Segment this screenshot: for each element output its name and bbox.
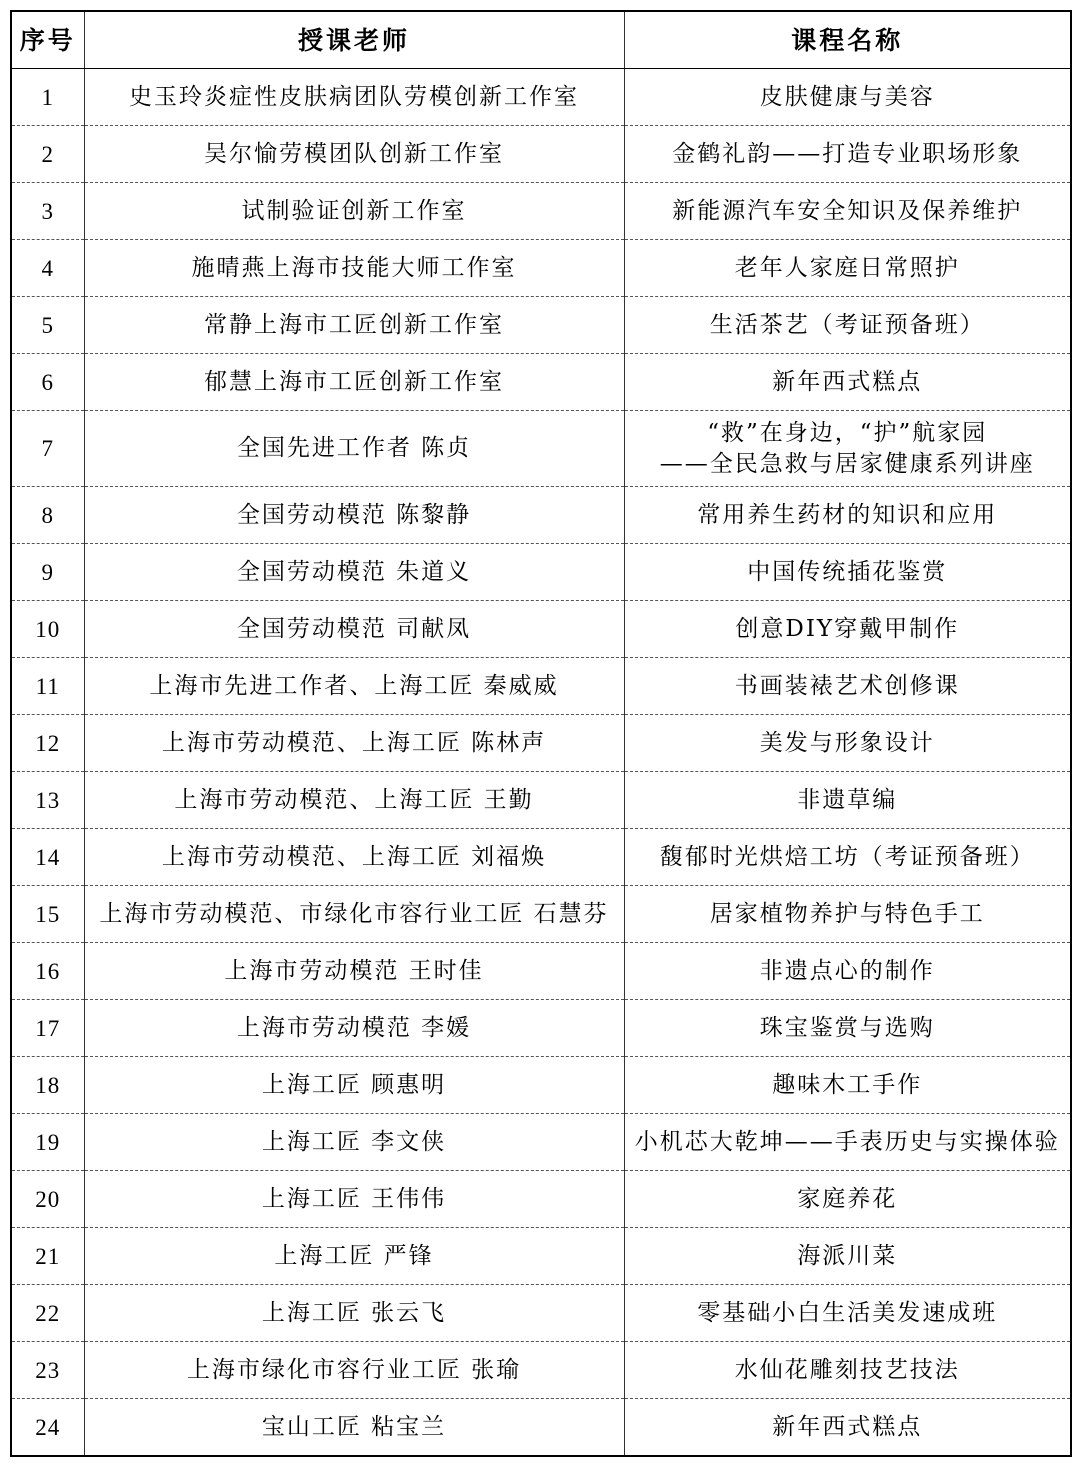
row-number: 9 (11, 544, 84, 601)
course-cell: 创意DIY穿戴甲制作 (624, 601, 1071, 658)
table-row (11, 1114, 1071, 1171)
table-row (11, 1000, 1071, 1057)
course-cell: 皮肤健康与美容 (624, 69, 1071, 126)
course-cell: 老年人家庭日常照护 (624, 240, 1071, 297)
row-number: 5 (11, 297, 84, 354)
teacher-cell: 上海工匠 李文侠 (84, 1114, 624, 1171)
teacher-cell: 全国劳动模范 陈黎静 (84, 487, 624, 544)
row-number: 10 (11, 601, 84, 658)
row-number: 11 (11, 658, 84, 715)
teacher-cell: 上海市劳动模范、上海工匠 王勤 (84, 772, 624, 829)
row-number: 8 (11, 487, 84, 544)
course-cell: 新年西式糕点 (624, 1399, 1071, 1457)
table-row (11, 126, 1071, 183)
row-number: 6 (11, 354, 84, 411)
row-number: 2 (11, 126, 84, 183)
course-cell: 趣味木工手作 (624, 1057, 1071, 1114)
teacher-cell: 全国劳动模范 司献凤 (84, 601, 624, 658)
teacher-cell: 史玉玲炎症性皮肤病团队劳模创新工作室 (84, 69, 624, 126)
table-row (11, 1285, 1071, 1342)
teacher-cell: 施晴燕上海市技能大师工作室 (84, 240, 624, 297)
teacher-cell: 上海市劳动模范 李媛 (84, 1000, 624, 1057)
row-number: 21 (11, 1228, 84, 1285)
table-row (11, 1057, 1071, 1114)
row-number: 13 (11, 772, 84, 829)
course-line-2: ——全民急救与居家健康系列讲座 (659, 450, 1035, 477)
header-course: 课程名称 (624, 11, 1071, 69)
table-row (11, 1228, 1071, 1285)
teacher-cell: 郁慧上海市工匠创新工作室 (84, 354, 624, 411)
course-cell: 非遗草编 (624, 772, 1071, 829)
row-number: 23 (11, 1342, 84, 1399)
course-cell: 新能源汽车安全知识及保养维护 (624, 183, 1071, 240)
table-row (11, 1342, 1071, 1399)
teacher-cell: 宝山工匠 粘宝兰 (84, 1399, 624, 1457)
course-cell: 书画装裱艺术创修课 (624, 658, 1071, 715)
teacher-cell: 试制验证创新工作室 (84, 183, 624, 240)
table-row (11, 772, 1071, 829)
teacher-cell: 上海工匠 王伟伟 (84, 1171, 624, 1228)
row-number: 17 (11, 1000, 84, 1057)
course-cell: 珠宝鉴赏与选购 (624, 1000, 1071, 1057)
teacher-cell: 上海市劳动模范、上海工匠 刘福焕 (84, 829, 624, 886)
table-row (11, 1171, 1071, 1228)
teacher-cell: 上海市先进工作者、上海工匠 秦威威 (84, 658, 624, 715)
table-row (11, 715, 1071, 772)
row-number: 3 (11, 183, 84, 240)
row-number: 12 (11, 715, 84, 772)
row-number: 7 (11, 411, 84, 487)
course-cell: 海派川菜 (624, 1228, 1071, 1285)
course-cell: 美发与形象设计 (624, 715, 1071, 772)
teacher-cell: 上海市劳动模范、市绿化市容行业工匠 石慧芬 (84, 886, 624, 943)
row-number: 16 (11, 943, 84, 1000)
course-cell: 家庭养花 (624, 1171, 1071, 1228)
course-cell: 居家植物养护与特色手工 (624, 886, 1071, 943)
table-row (11, 886, 1071, 943)
teacher-cell: 上海工匠 严锋 (84, 1228, 624, 1285)
course-cell: 常用养生药材的知识和应用 (624, 487, 1071, 544)
table-row (11, 1399, 1071, 1457)
teacher-cell: 上海工匠 张云飞 (84, 1285, 624, 1342)
row-number: 1 (11, 69, 84, 126)
course-cell: 中国传统插花鉴赏 (624, 544, 1071, 601)
row-number: 22 (11, 1285, 84, 1342)
teacher-cell: 全国劳动模范 朱道义 (84, 544, 624, 601)
table-row (11, 943, 1071, 1000)
teacher-cell: 上海市劳动模范 王时佳 (84, 943, 624, 1000)
teacher-cell: 上海市绿化市容行业工匠 张瑜 (84, 1342, 624, 1399)
table-row (11, 297, 1071, 354)
course-cell: 新年西式糕点 (624, 354, 1071, 411)
table-row (11, 183, 1071, 240)
course-line-1: “救”在身边，“护”航家园 (707, 419, 988, 446)
table-body (11, 69, 1071, 1457)
row-number: 19 (11, 1114, 84, 1171)
table-row (11, 601, 1071, 658)
row-number: 20 (11, 1171, 84, 1228)
course-cell: 小机芯大乾坤——手表历史与实操体验 (624, 1114, 1071, 1171)
course-table (10, 10, 1072, 1457)
table-row (11, 240, 1071, 297)
table-row (11, 487, 1071, 544)
table-row (11, 411, 1071, 487)
header-number: 序号 (11, 11, 84, 69)
row-number: 24 (11, 1399, 84, 1457)
table-row (11, 69, 1071, 126)
row-number: 15 (11, 886, 84, 943)
course-cell: 金鹤礼韵——打造专业职场形象 (624, 126, 1071, 183)
course-cell: 非遗点心的制作 (624, 943, 1071, 1000)
row-number: 14 (11, 829, 84, 886)
teacher-cell: 上海市劳动模范、上海工匠 陈林声 (84, 715, 624, 772)
table-row (11, 658, 1071, 715)
header-teacher: 授课老师 (84, 11, 624, 69)
course-cell: 水仙花雕刻技艺技法 (624, 1342, 1071, 1399)
table-row (11, 829, 1071, 886)
course-cell (624, 411, 1071, 487)
row-number: 18 (11, 1057, 84, 1114)
teacher-cell: 全国先进工作者 陈贞 (84, 411, 624, 487)
course-cell: 馥郁时光烘焙工坊（考证预备班） (624, 829, 1071, 886)
table-header-row (11, 11, 1071, 69)
table-row (11, 544, 1071, 601)
table-row (11, 354, 1071, 411)
row-number: 4 (11, 240, 84, 297)
course-cell: 生活茶艺（考证预备班） (624, 297, 1071, 354)
teacher-cell: 常静上海市工匠创新工作室 (84, 297, 624, 354)
course-cell: 零基础小白生活美发速成班 (624, 1285, 1071, 1342)
teacher-cell: 上海工匠 顾惠明 (84, 1057, 624, 1114)
teacher-cell: 吴尔愉劳模团队创新工作室 (84, 126, 624, 183)
